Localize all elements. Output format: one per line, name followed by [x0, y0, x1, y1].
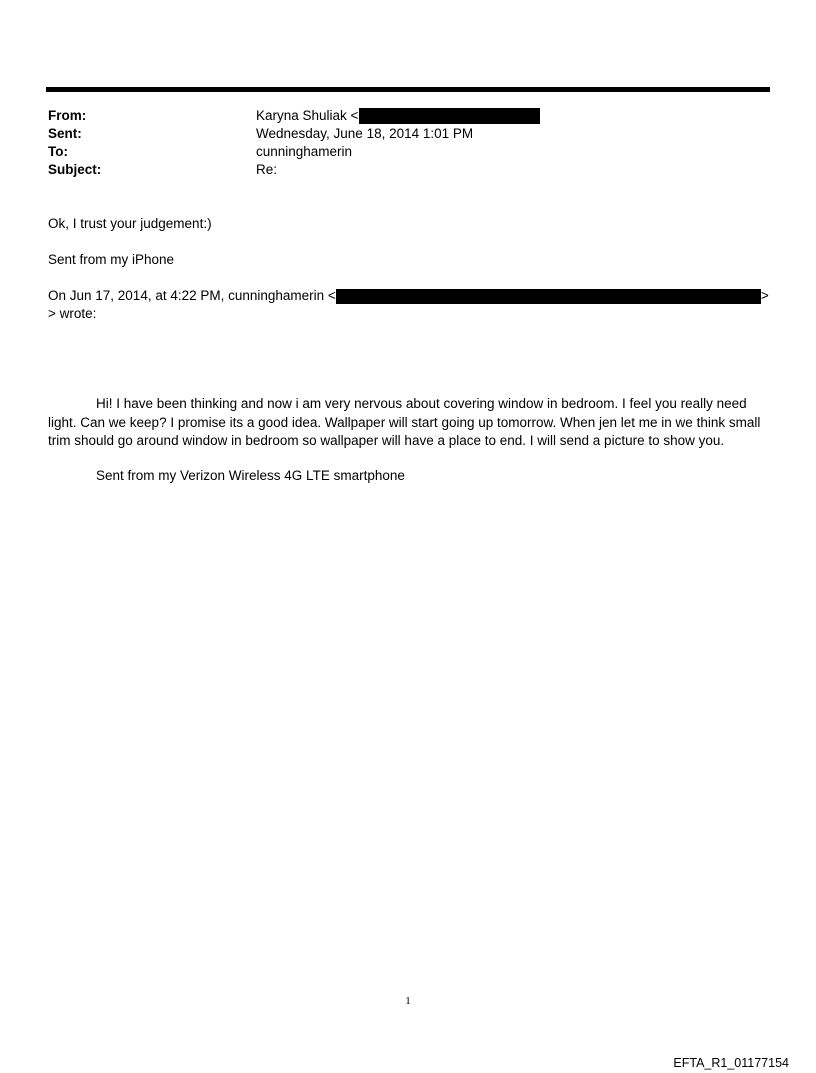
- quote-wrote: > wrote:: [48, 306, 97, 321]
- to-label: To:: [48, 144, 68, 159]
- subject-label: Subject:: [48, 162, 102, 177]
- to-value: cunninghamerin: [256, 144, 353, 159]
- document-id: EFTA_R1_01177154: [673, 1056, 789, 1070]
- quote-intro-end: >: [760, 288, 769, 303]
- reply-signature: Sent from my iPhone: [48, 252, 175, 267]
- redaction-block: [336, 289, 761, 304]
- header-rule: [46, 87, 770, 92]
- quoted-signature: Sent from my Verizon Wireless 4G LTE smartphone: [96, 468, 405, 483]
- quote-intro-text: On Jun 17, 2014, at 4:22 PM, cunninghamerin <: [48, 288, 336, 303]
- sent-value: Wednesday, June 18, 2014 1:01 PM: [256, 126, 474, 141]
- reply-text: Ok, I trust your judgement:): [48, 216, 212, 231]
- sent-label: Sent:: [48, 126, 82, 141]
- quoted-message: Hi! I have been thinking and now i am very nervous about covering window in bedroom. I feel you really need light. Can we keep? I promise its a good idea. Wallpaper will start going up tomorrow. When jen let me in we think small trim should go around window in bedroom so wallpaper will have a place to end. I will send a picture to show you.: [48, 396, 761, 448]
- redaction-block: [359, 108, 540, 124]
- from-value: [256, 107, 540, 125]
- page-number: 1: [405, 995, 411, 1007]
- from-sender: Karyna Shuliak <: [256, 108, 359, 123]
- from-label: From:: [48, 108, 87, 123]
- subject-value: Re:: [256, 162, 278, 177]
- quote-intro: [48, 287, 769, 305]
